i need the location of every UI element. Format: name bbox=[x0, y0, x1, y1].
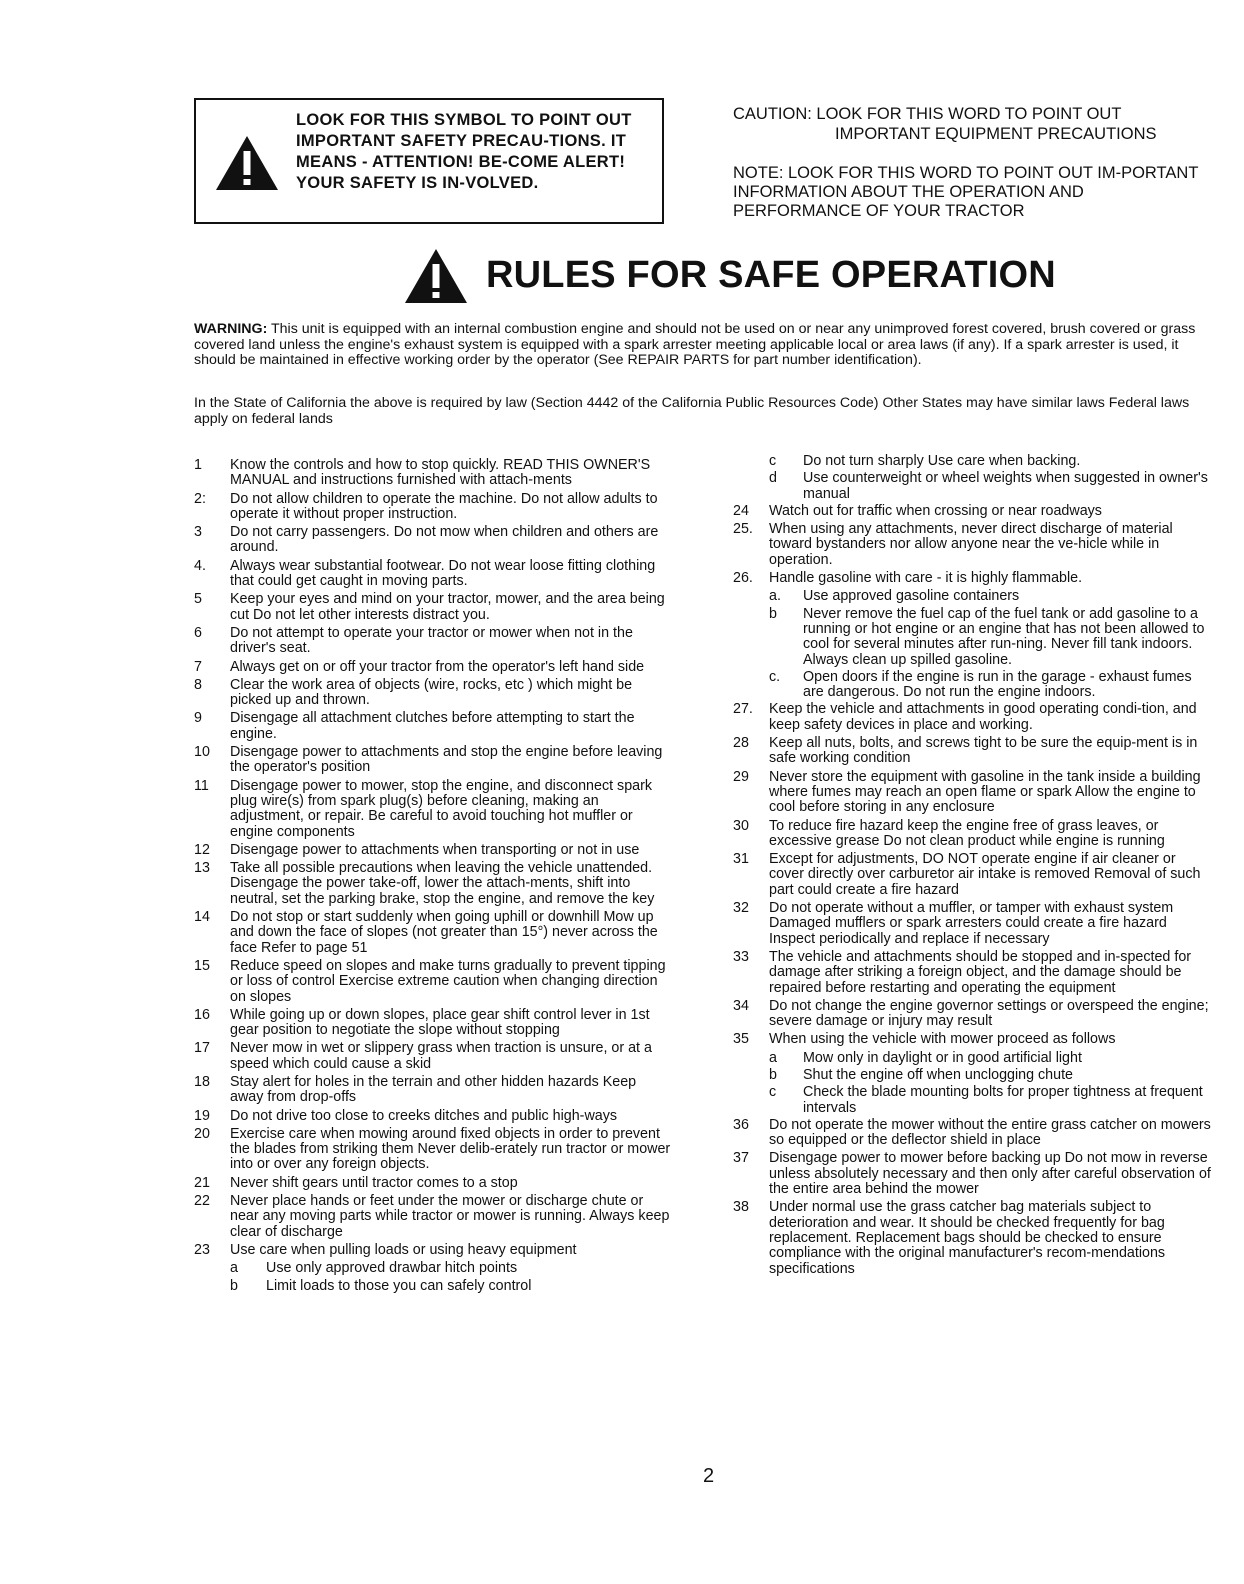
rule-sub-item bbox=[733, 471, 1211, 502]
rule-number: 24 bbox=[733, 502, 749, 519]
rule-text: Never place hands or feet under the mower or discharge chute or near any moving parts while tractor or mower is running. Always keep clear of discharge bbox=[230, 1193, 670, 1240]
rule-text: Disengage power to mower, stop the engine, and disconnect spark plug wire(s) from spark plug(s) before cleaning, making an adjustment, or repair. Be careful to avoid touching hot muffler or engine components bbox=[230, 777, 653, 840]
rule-text: While going up or down slopes, place gear shift control lever in 1st gear position to negotiate the slope without stopping bbox=[230, 1006, 650, 1039]
rule-item bbox=[733, 571, 1211, 586]
rule-text: Always get on or off your tractor from the operator's left hand side bbox=[230, 658, 645, 675]
rule-number: 28 bbox=[733, 735, 749, 752]
rule-number: 31 bbox=[733, 851, 749, 868]
rule-sub-item bbox=[733, 670, 1211, 701]
rule-letter: b bbox=[230, 1277, 238, 1294]
caution-note bbox=[733, 104, 1203, 144]
rule-number: 38 bbox=[733, 1199, 749, 1216]
rule-text: Watch out for traffic when crossing or near roadways bbox=[769, 502, 1102, 519]
rule-number: 25. bbox=[733, 521, 753, 538]
rule-text: Under normal use the grass catcher bag materials subject to deterioration and wear. It should be checked frequently for bag replacement. Replacement bags should be checked to ensure compliance with the original manufacturer's recom-mendations specifications bbox=[769, 1199, 1166, 1277]
rule-item bbox=[194, 959, 672, 1005]
rule-letter: c bbox=[769, 453, 777, 469]
rule-text: Keep your eyes and mind on your tractor, mower, and the area being cut Do not let other interests distract you. bbox=[230, 591, 665, 623]
rule-number: 3 bbox=[194, 524, 202, 541]
rule-sub-item bbox=[194, 1261, 672, 1276]
rule-letter: a bbox=[769, 1049, 777, 1066]
right-column bbox=[733, 454, 1211, 1280]
rule-item bbox=[733, 819, 1211, 850]
rule-number: 22 bbox=[194, 1193, 210, 1210]
warning-paragraph bbox=[194, 322, 1206, 369]
rule-item bbox=[733, 702, 1211, 733]
rule-text: When using the vehicle with mower proceed as follows bbox=[769, 1031, 1116, 1048]
warning-triangle-icon bbox=[214, 134, 280, 192]
rule-item bbox=[194, 492, 672, 523]
rule-number: 36 bbox=[733, 1116, 749, 1133]
rule-text: Never shift gears until tractor comes to a stop bbox=[230, 1174, 518, 1191]
rule-number: 34 bbox=[733, 997, 749, 1014]
rule-text: Use approved gasoline containers bbox=[803, 588, 1020, 605]
left-column bbox=[194, 458, 672, 1296]
rule-number: 14 bbox=[194, 909, 210, 926]
rule-text: Exercise care when mowing around fixed objects in order to prevent the blades from striking them Never delib-erately run tractor or mower into or over any foreign objects. bbox=[230, 1125, 671, 1173]
rule-item bbox=[194, 458, 672, 489]
rule-item bbox=[194, 1176, 672, 1191]
rule-number: 12 bbox=[194, 841, 210, 858]
warning-text: This unit is equipped with an internal combustion engine and should not be used on or near any unimproved forest covered, brush covered or grass covered land unless the engine's exhaust system is equipped with a spark arrester meeting applicable local or area laws (if any). If a spark arrester is used, it should be maintained in effective working order by the operator (See REPAIR PARTS for part number identification). bbox=[194, 321, 1196, 368]
rule-letter: a. bbox=[769, 588, 781, 605]
rule-number: 17 bbox=[194, 1040, 210, 1057]
rule-number: 23 bbox=[194, 1241, 210, 1258]
safety-symbol-text: LOOK FOR THIS SYMBOL TO POINT OUT IMPORTANT SAFETY PRECAU-TIONS. IT MEANS - ATTENTION! BE-COME ALERT! YOUR SAFETY IS IN-VOLVED. bbox=[296, 111, 632, 192]
rule-number: 6 bbox=[194, 624, 202, 641]
rule-text: Always wear substantial footwear. Do not wear loose fitting clothing that could get caught in moving parts. bbox=[230, 557, 656, 590]
rule-sub-item bbox=[733, 607, 1211, 668]
rule-item bbox=[194, 1243, 672, 1258]
rule-text: Disengage power to attachments and stop the engine before leaving the operator's position bbox=[230, 744, 663, 776]
rule-item bbox=[194, 559, 672, 590]
rule-number: 10 bbox=[194, 744, 210, 761]
rule-text: Do not operate the mower without the entire grass catcher on mowers so equipped or the deflector shield in place bbox=[769, 1116, 1211, 1149]
rule-text: Open doors if the engine is run in the garage - exhaust fumes are dangerous. Do not run the engine indoors. bbox=[803, 668, 1192, 701]
warning-triangle-icon bbox=[403, 247, 469, 305]
rule-text: To reduce fire hazard keep the engine free of grass leaves, or excessive grease Do not clean product while engine is running bbox=[769, 817, 1165, 849]
rule-text: Check the blade mounting bolts for proper tightness at frequent intervals bbox=[803, 1084, 1203, 1116]
rule-number: 5 bbox=[194, 591, 202, 608]
rule-text: Reduce speed on slopes and make turns gradually to prevent tipping or loss of control Exercise extreme caution when changing direction on slopes bbox=[230, 957, 666, 1005]
rule-text: Limit loads to those you can safely control bbox=[266, 1277, 532, 1294]
rule-text: Disengage all attachment clutches before attempting to start the engine. bbox=[230, 710, 635, 742]
rule-number: 8 bbox=[194, 676, 202, 693]
rule-item bbox=[733, 736, 1211, 767]
rule-item bbox=[194, 779, 672, 840]
rule-sub-item bbox=[194, 1279, 672, 1294]
rule-number: 18 bbox=[194, 1073, 210, 1090]
rule-text: Do not attempt to operate your tractor or mower when not in the driver's seat. bbox=[230, 624, 633, 657]
rule-item bbox=[733, 901, 1211, 947]
rule-number: 19 bbox=[194, 1107, 210, 1124]
rule-number: 13 bbox=[194, 860, 210, 877]
rule-text: Mow only in daylight or in good artificial light bbox=[803, 1049, 1082, 1066]
rule-number: 7 bbox=[194, 658, 202, 675]
rule-item bbox=[733, 1200, 1211, 1276]
rule-item bbox=[194, 592, 672, 623]
rule-text: Handle gasoline with care - it is highly flammable. bbox=[769, 570, 1083, 587]
rule-item bbox=[194, 711, 672, 742]
rule-text: Never remove the fuel cap of the fuel tank or add gasoline to a running or hot engine or an engine that has not been allowed to cool for several minutes after run-ning. Never fill tank indoors. Always clean up spilled gasoline. bbox=[803, 605, 1205, 668]
rule-item bbox=[194, 1075, 672, 1106]
rule-text: Use only approved drawbar hitch points bbox=[266, 1260, 518, 1277]
rule-number: 30 bbox=[733, 817, 749, 834]
rule-number: 37 bbox=[733, 1150, 749, 1167]
rule-text: Do not stop or start suddenly when going uphill or downhill Mow up and down the face of slopes (not greater than 15°) never across the face Refer to page 51 bbox=[230, 909, 658, 956]
rule-text: Do not carry passengers. Do not mow when children and others are around. bbox=[230, 524, 659, 556]
rule-letter: c. bbox=[769, 668, 781, 685]
rule-item bbox=[733, 950, 1211, 996]
rule-text: Clear the work area of objects (wire, rocks, etc ) which might be picked up and thrown. bbox=[230, 676, 633, 709]
rule-item bbox=[733, 1032, 1211, 1047]
rule-item bbox=[194, 1109, 672, 1124]
rule-text: Do not turn sharply Use care when backing. bbox=[803, 453, 1081, 469]
rule-text: Never mow in wet or slippery grass when traction is unsure, or at a speed which could cause a skid bbox=[230, 1040, 652, 1072]
rule-item bbox=[733, 999, 1211, 1030]
rule-text: Use care when pulling loads or using heavy equipment bbox=[230, 1241, 577, 1258]
rule-item bbox=[733, 1151, 1211, 1197]
rule-text: When using any attachments, never direct discharge of material toward bystanders nor allow anyone near the ve-hicle while in operation. bbox=[769, 521, 1173, 568]
rule-number: 26. bbox=[733, 570, 753, 587]
rule-text: Disengage power to mower before backing up Do not mow in reverse unless absolutely necessary and then only after careful observation of the entire area behind the mower bbox=[769, 1150, 1211, 1198]
rule-text: Do not allow children to operate the machine. Do not allow adults to operate it without proper instruction. bbox=[230, 490, 658, 522]
rule-item bbox=[194, 861, 672, 907]
rule-text: Keep all nuts, bolts, and screws tight to be sure the equip-ment is in safe working condition bbox=[769, 735, 1198, 767]
rule-text: Never store the equipment with gasoline in the tank inside a building where fumes may reach an open flame or spark Allow the engine to cool before storing in any enclosure bbox=[769, 768, 1201, 816]
rule-text: Take all possible precautions when leaving the vehicle unattended. Disengage the power take-off, lower the attach-ments, shift into neutral, set the parking brake, stop the engine, and remove the key bbox=[230, 860, 655, 907]
rule-sub-item bbox=[733, 589, 1211, 604]
rule-item bbox=[194, 1041, 672, 1072]
rule-number: 33 bbox=[733, 948, 749, 965]
rule-number: 29 bbox=[733, 768, 749, 785]
rule-number: 9 bbox=[194, 710, 202, 727]
california-paragraph: In the State of California the above is required by law (Section 4442 of the California Public Resources Code) Other States may have similar laws Federal laws apply on federal lands bbox=[194, 395, 1190, 427]
rule-number: 35 bbox=[733, 1031, 749, 1048]
rule-letter: b bbox=[769, 605, 777, 622]
rule-item bbox=[194, 1194, 672, 1240]
rule-item bbox=[194, 1127, 672, 1173]
rule-item bbox=[733, 852, 1211, 898]
rule-number: 4. bbox=[194, 557, 206, 574]
rule-item bbox=[194, 1008, 672, 1039]
rule-text: Do not operate without a muffler, or tamper with exhaust system Damaged mufflers or spark arresters could create a fire hazard Inspect periodically and replace if necessary bbox=[769, 900, 1174, 947]
rule-text: The vehicle and attachments should be stopped and in-spected for damage after striking a foreign object, and the damage should be repaired before restarting and operating the equipment bbox=[769, 948, 1192, 996]
rule-item bbox=[194, 843, 672, 858]
rule-item bbox=[194, 745, 672, 776]
page-title: RULES FOR SAFE OPERATION bbox=[486, 254, 1056, 296]
rule-text: Do not drive too close to creeks ditches and public high-ways bbox=[230, 1107, 618, 1124]
rule-letter: a bbox=[230, 1260, 238, 1277]
rule-letter: b bbox=[769, 1066, 777, 1083]
rule-text: Do not change the engine governor settings or overspeed the engine; severe damage or injury may result bbox=[769, 997, 1209, 1030]
page-number: 2 bbox=[703, 1465, 715, 1487]
rule-item bbox=[194, 525, 672, 556]
rule-item bbox=[194, 678, 672, 709]
safety-symbol-box bbox=[194, 98, 664, 224]
rule-text: Stay alert for holes in the terrain and other hidden hazards Keep away from drop-offs bbox=[230, 1073, 637, 1106]
rule-item bbox=[733, 522, 1211, 568]
caution-line-1: CAUTION: LOOK FOR THIS WORD TO POINT OUT bbox=[733, 105, 1122, 123]
rule-number: 21 bbox=[194, 1174, 210, 1191]
rule-text: Keep the vehicle and attachments in good operating condi-tion, and keep safety devices in place and working. bbox=[769, 701, 1197, 733]
rule-number: 20 bbox=[194, 1125, 210, 1142]
rule-number: 11 bbox=[194, 777, 209, 794]
rule-item bbox=[194, 660, 672, 675]
rule-text: Disengage power to attachments when transporting or not in use bbox=[230, 841, 640, 858]
rule-item bbox=[194, 910, 672, 956]
rule-text: Know the controls and how to stop quickly. READ THIS OWNER'S MANUAL and instructions furnished with attach-ments bbox=[230, 457, 651, 489]
rule-sub-item bbox=[733, 454, 1211, 469]
note-text: NOTE: LOOK FOR THIS WORD TO POINT OUT IM-PORTANT INFORMATION ABOUT THE OPERATION AND PERFORMANCE OF YOUR TRACTOR bbox=[733, 164, 1199, 220]
caution-line-2: IMPORTANT EQUIPMENT PRECAUTIONS bbox=[835, 125, 1157, 143]
rule-letter: c bbox=[769, 1084, 777, 1101]
rule-item bbox=[733, 770, 1211, 816]
rule-item bbox=[733, 504, 1211, 519]
rule-item bbox=[733, 1118, 1211, 1149]
rule-text: Except for adjustments, DO NOT operate engine if air cleaner or cover directly over carburetor air intake is removed Removal of such part could create a fire hazard bbox=[769, 851, 1201, 898]
rule-sub-item bbox=[733, 1068, 1211, 1083]
rule-number: 15 bbox=[194, 957, 210, 974]
rule-text: Shut the engine off when unclogging chute bbox=[803, 1066, 1074, 1083]
rule-number: 16 bbox=[194, 1006, 210, 1023]
rule-sub-item bbox=[733, 1085, 1211, 1116]
rule-number: 2: bbox=[194, 490, 206, 507]
rule-number: 32 bbox=[733, 900, 749, 917]
warning-label: WARNING: bbox=[194, 321, 268, 337]
rule-number: 27. bbox=[733, 701, 753, 718]
rule-letter: d bbox=[769, 470, 777, 487]
rule-item bbox=[194, 626, 672, 657]
rule-text: Use counterweight or wheel weights when suggested in owner's manual bbox=[803, 470, 1208, 502]
rule-sub-item bbox=[733, 1051, 1211, 1066]
rule-number: 1 bbox=[194, 457, 202, 473]
